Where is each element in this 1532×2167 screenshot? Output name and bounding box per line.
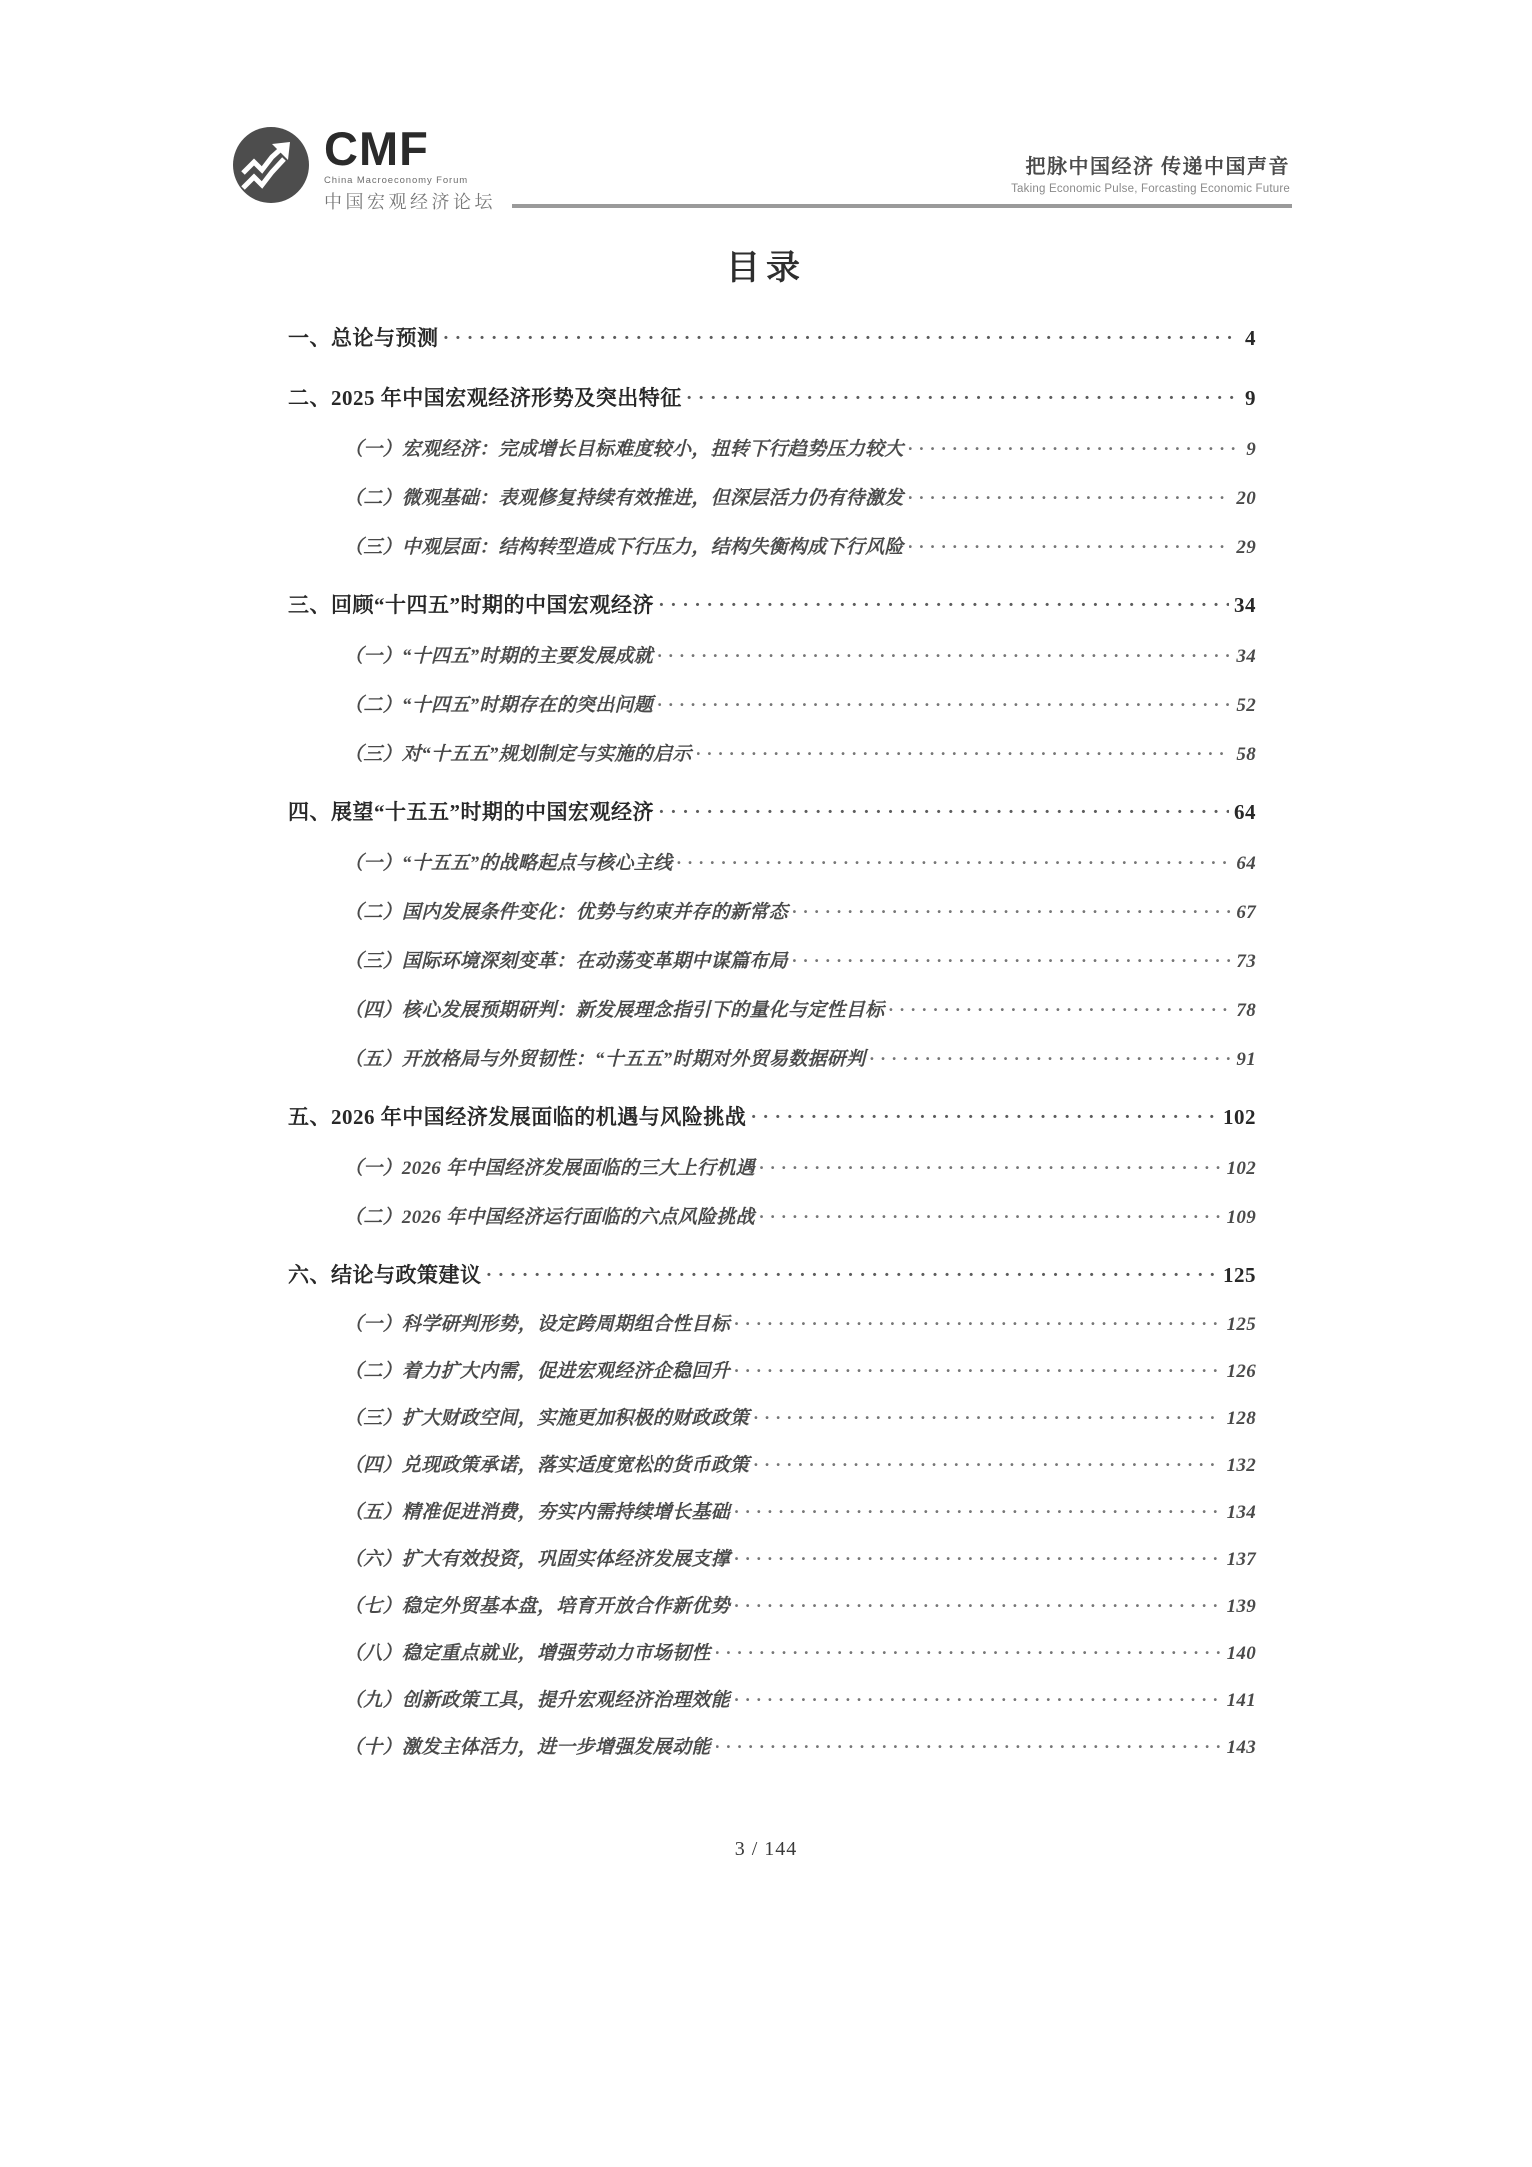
toc-dot-leader <box>658 643 1231 662</box>
toc-entry-level-2[interactable] <box>344 1732 1256 1759</box>
toc-dot-leader <box>793 899 1231 918</box>
toc-entry-level-2[interactable] <box>344 946 1256 973</box>
toc-entry-page-number: 102 <box>1226 1158 1256 1179</box>
toc-dot-leader <box>870 1046 1231 1065</box>
toc-entry-level-2[interactable] <box>344 434 1256 461</box>
toc-entry-label: （九）创新政策工具，提升宏观经济治理效能 <box>344 1690 731 1711</box>
cmf-logo-text <box>324 122 496 214</box>
table-of-contents <box>288 322 1256 1759</box>
toc-entry-label: （五）精准促进消费，夯实内需持续增长基础 <box>344 1502 731 1523</box>
toc-dot-leader <box>760 1204 1222 1223</box>
toc-entry-page-number: 139 <box>1226 1596 1256 1617</box>
toc-dot-leader <box>909 534 1232 553</box>
toc-entry-level-2[interactable] <box>344 532 1256 559</box>
toc-dot-leader <box>735 1311 1222 1330</box>
toc-entry-level-2[interactable] <box>344 1544 1256 1571</box>
toc-entry-level-2[interactable] <box>344 1450 1256 1477</box>
toc-entry-label: （三）扩大财政空间，实施更加积极的财政政策 <box>344 1408 750 1429</box>
toc-entry-page-number: 102 <box>1223 1105 1256 1129</box>
toc-entry-level-1[interactable] <box>288 322 1256 352</box>
toc-entry-level-1[interactable] <box>288 1259 1256 1289</box>
toc-entry-page-number: 58 <box>1236 744 1256 765</box>
toc-entry-level-2[interactable] <box>344 1202 1256 1229</box>
toc-dot-leader <box>735 1499 1222 1518</box>
toc-entry-page-number: 134 <box>1226 1502 1256 1523</box>
toc-entry-page-number: 143 <box>1226 1737 1256 1758</box>
cmf-chinese-name: 中国宏观经济论坛 <box>324 191 496 212</box>
toc-entry-level-1[interactable] <box>288 796 1256 826</box>
toc-entry-page-number: 4 <box>1245 326 1256 350</box>
toc-dot-leader <box>735 1546 1222 1565</box>
toc-entry-page-number: 20 <box>1236 488 1256 509</box>
toc-entry-level-1[interactable] <box>288 589 1256 619</box>
toc-entry-page-number: 34 <box>1236 646 1256 667</box>
toc-dot-leader <box>735 1687 1222 1706</box>
tagline-chinese: 把脉中国经济 传递中国声音 <box>1025 156 1290 178</box>
toc-entry-label: （一）2026 年中国经济发展面临的三大上行机遇 <box>344 1158 755 1179</box>
toc-entry-page-number: 109 <box>1226 1207 1256 1228</box>
header-divider <box>512 204 1292 208</box>
toc-entry-page-number: 9 <box>1245 386 1256 410</box>
toc-dot-leader <box>909 485 1232 504</box>
toc-dot-leader <box>658 692 1231 711</box>
page-header <box>0 0 1532 225</box>
toc-entry-label: （一）科学研判形势，设定跨周期组合性目标 <box>344 1314 731 1335</box>
toc-entry-level-2[interactable] <box>344 641 1256 668</box>
toc-entry-level-2[interactable] <box>344 1153 1256 1180</box>
page-title: 目录 <box>726 250 806 287</box>
toc-entry-page-number: 9 <box>1246 439 1256 460</box>
toc-dot-leader <box>909 436 1241 455</box>
cmf-english-name: China Macroeconomy Forum <box>324 174 469 186</box>
toc-entry-label: （五）开放格局与外贸韧性：“十五五”时期对外贸易数据研判 <box>344 1049 866 1070</box>
toc-entry-label: （四）兑现政策承诺，落实适度宽松的货币政策 <box>344 1455 750 1476</box>
toc-dot-leader <box>444 324 1241 345</box>
toc-entry-label: （三）对“十五五”规划制定与实施的启示 <box>344 744 692 765</box>
toc-dot-leader <box>659 591 1229 612</box>
toc-entry-level-2[interactable] <box>344 1403 1256 1430</box>
toc-entry-page-number: 125 <box>1226 1314 1256 1335</box>
toc-dot-leader <box>697 741 1232 760</box>
toc-entry-label: （八）稳定重点就业，增强劳动力市场韧性 <box>344 1643 711 1664</box>
toc-entry-label: （三）国际环境深刻变革：在动荡变革期中谋篇布局 <box>344 951 788 972</box>
toc-dot-leader <box>677 850 1231 869</box>
toc-entry-page-number: 64 <box>1236 853 1256 874</box>
toc-entry-page-number: 34 <box>1234 593 1256 617</box>
toc-entry-label: 三、回顾“十四五”时期的中国宏观经济 <box>288 593 654 617</box>
toc-entry-page-number: 128 <box>1226 1408 1256 1429</box>
toc-entry-level-2[interactable] <box>344 1309 1256 1336</box>
toc-entry-level-2[interactable] <box>344 848 1256 875</box>
toc-dot-leader <box>716 1640 1222 1659</box>
toc-entry-page-number: 91 <box>1236 1049 1256 1070</box>
toc-entry-label: （二）国内发展条件变化：优势与约束并存的新常态 <box>344 902 788 923</box>
toc-entry-label: （四）核心发展预期研判：新发展理念指引下的量化与定性目标 <box>344 1000 885 1021</box>
header-tagline <box>1011 150 1290 195</box>
toc-entry-page-number: 67 <box>1236 902 1256 923</box>
toc-entry-level-2[interactable] <box>344 739 1256 766</box>
toc-entry-label: （一）“十五五”的战略起点与核心主线 <box>344 853 673 874</box>
toc-entry-level-2[interactable] <box>344 897 1256 924</box>
toc-entry-level-2[interactable] <box>344 690 1256 717</box>
toc-dot-leader <box>754 1452 1221 1471</box>
toc-dot-leader <box>751 1103 1218 1124</box>
toc-entry-label: （三）中观层面：结构转型造成下行压力，结构失衡构成下行风险 <box>344 537 904 558</box>
toc-entry-level-2[interactable] <box>344 1356 1256 1383</box>
toc-entry-label: （七）稳定外贸基本盘，培育开放合作新优势 <box>344 1596 731 1617</box>
toc-entry-page-number: 140 <box>1226 1643 1256 1664</box>
toc-entry-label: （二）“十四五”时期存在的突出问题 <box>344 695 654 716</box>
toc-dot-leader <box>754 1405 1221 1424</box>
toc-entry-level-2[interactable] <box>344 1044 1256 1071</box>
toc-entry-label: 二、2025 年中国宏观经济形势及突出特征 <box>288 386 682 410</box>
toc-entry-label: 五、2026 年中国经济发展面临的机遇与风险挑战 <box>288 1105 747 1129</box>
toc-entry-label: 六、结论与政策建议 <box>288 1263 482 1287</box>
toc-entry-level-2[interactable] <box>344 1497 1256 1524</box>
toc-entry-level-1[interactable] <box>288 1101 1256 1131</box>
toc-entry-level-1[interactable] <box>288 382 1256 412</box>
toc-entry-level-2[interactable] <box>344 1591 1256 1618</box>
toc-entry-label: （二）微观基础：表观修复持续有效推进，但深层活力仍有待激发 <box>344 488 904 509</box>
cmf-wordmark: CMF <box>324 122 429 175</box>
toc-dot-leader <box>487 1261 1219 1282</box>
footer-page-indicator: 3 / 144 <box>734 1838 798 1860</box>
toc-dot-leader <box>659 798 1229 819</box>
cmf-logo <box>232 122 496 214</box>
toc-entry-page-number: 125 <box>1223 1263 1256 1287</box>
toc-entry-page-number: 137 <box>1226 1549 1256 1570</box>
toc-entry-label: （十）激发主体活力，进一步增强发展动能 <box>344 1737 711 1758</box>
cmf-chart-arrow-logo-icon <box>232 126 310 204</box>
toc-entry-page-number: 64 <box>1234 800 1256 824</box>
toc-entry-label: （二）2026 年中国经济运行面临的六点风险挑战 <box>344 1207 755 1228</box>
toc-entry-level-2[interactable] <box>344 1685 1256 1712</box>
toc-entry-label: （一）“十四五”时期的主要发展成就 <box>344 646 654 667</box>
toc-entry-label: 四、展望“十五五”时期的中国宏观经济 <box>288 800 654 824</box>
toc-dot-leader <box>889 997 1231 1016</box>
toc-dot-leader <box>793 948 1231 967</box>
toc-entry-level-2[interactable] <box>344 1638 1256 1665</box>
toc-dot-leader <box>735 1358 1222 1377</box>
toc-entry-page-number: 126 <box>1226 1361 1256 1382</box>
toc-entry-page-number: 132 <box>1226 1455 1256 1476</box>
toc-entry-label: （一）宏观经济：完成增长目标难度较小，扭转下行趋势压力较大 <box>344 439 904 460</box>
toc-dot-leader <box>687 384 1240 405</box>
toc-entry-label: （六）扩大有效投资，巩固实体经济发展支撑 <box>344 1549 731 1570</box>
toc-entry-level-2[interactable] <box>344 995 1256 1022</box>
tagline-english: Taking Economic Pulse, Forcasting Economic Future <box>1011 183 1290 195</box>
toc-entry-page-number: 52 <box>1236 695 1256 716</box>
toc-entry-label: （二）着力扩大内需，促进宏观经济企稳回升 <box>344 1361 731 1382</box>
toc-entry-page-number: 29 <box>1236 537 1256 558</box>
toc-dot-leader <box>760 1155 1222 1174</box>
toc-entry-page-number: 141 <box>1226 1690 1256 1711</box>
toc-entry-level-2[interactable] <box>344 483 1256 510</box>
toc-entry-label: 一、总论与预测 <box>288 326 439 350</box>
toc-dot-leader <box>716 1734 1222 1753</box>
toc-entry-page-number: 73 <box>1236 951 1256 972</box>
toc-dot-leader <box>735 1593 1222 1612</box>
toc-entry-page-number: 78 <box>1236 1000 1256 1021</box>
